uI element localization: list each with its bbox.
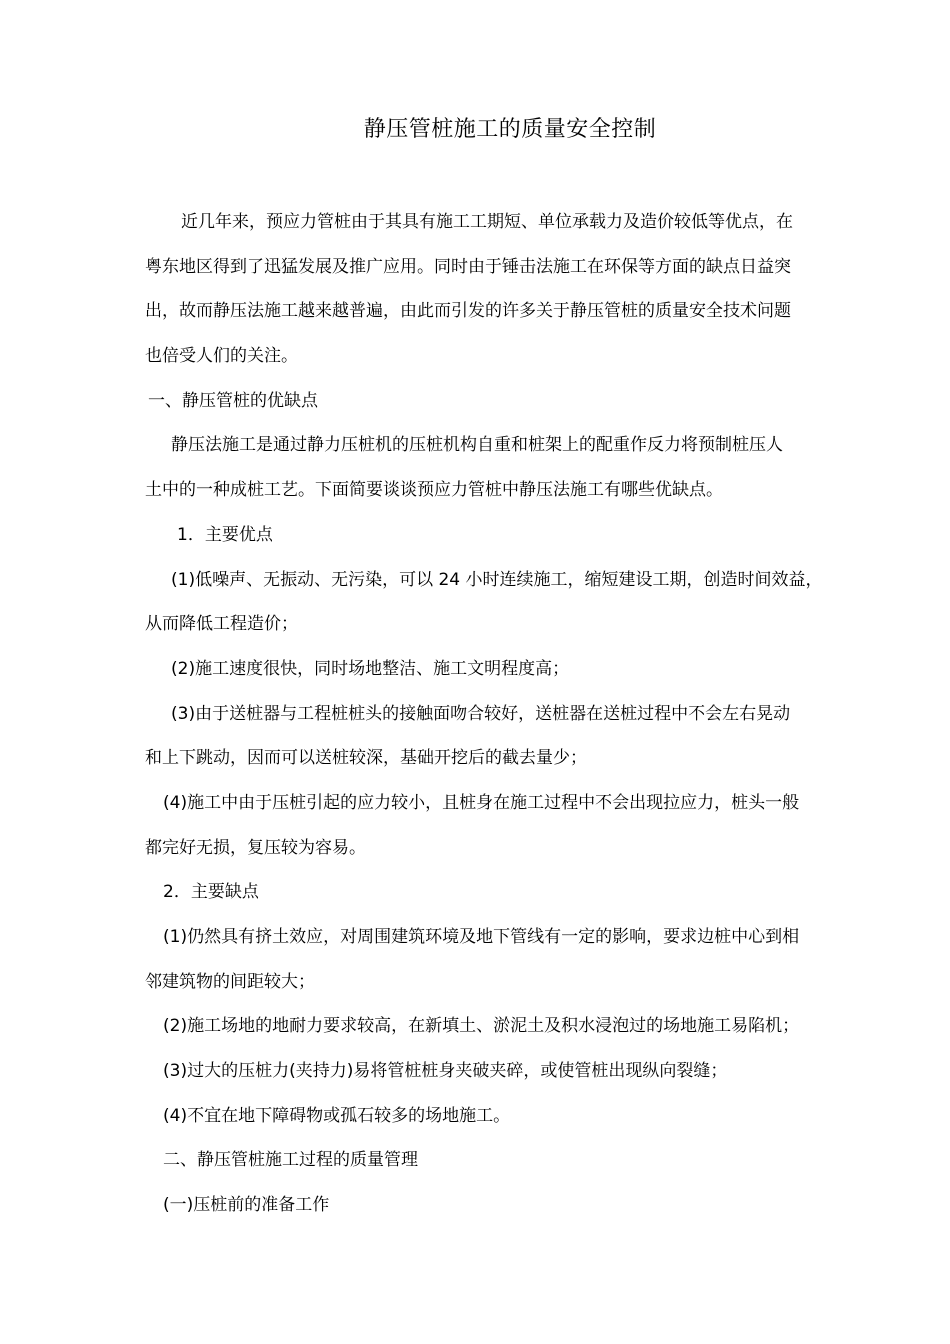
- paragraph-line: 都完好无损，复压较为容易。: [145, 837, 366, 858]
- paragraph-line: 邻建筑物的间距较大；: [145, 971, 315, 992]
- section-heading: 二、静压管桩施工过程的质量管理: [163, 1150, 418, 1171]
- paragraph-line: 和上下跳动，因而可以送桩较深，基础开挖后的截去量少；: [145, 748, 587, 769]
- page-title: 静压管桩施工的质量安全控制: [363, 117, 657, 142]
- list-item: (2)施工场地的地耐力要求较高，在新填土、淤泥土及积水浸泡过的场地施工易陷机；: [163, 1016, 800, 1037]
- list-item: (4)不宜在地下障碍物或孤石较多的场地施工。: [163, 1105, 511, 1126]
- list-item: (1)低噪声、无振动、无污染，可以 24 小时连续施工，缩短建设工期，创造时间效益，: [171, 569, 823, 590]
- list-item: (3)过大的压桩力(夹持力)易将管桩桩身夹破夹碎，或使管桩出现纵向裂缝；: [163, 1061, 728, 1082]
- paragraph-line: 静压法施工是通过静力压桩机的压桩机构自重和桩架上的配重作反力将预制桩压人: [171, 435, 783, 456]
- paragraph-line: 近几年来，预应力管桩由于其具有施工工期短、单位承载力及造价较低等优点，在: [181, 212, 793, 232]
- paragraph-line: 从而降低工程造价；: [145, 614, 298, 635]
- paragraph-line: 出，故而静压法施工越来越普遍，由此而引发的许多关于静压管桩的质量安全技术问题: [145, 301, 791, 322]
- paragraph-line: 粤东地区得到了迅猛发展及推广应用。同时由于锤击法施工在环保等方面的缺点日益突: [145, 256, 791, 277]
- subsection-heading: 2．主要缺点: [163, 882, 259, 903]
- subsection-heading: 1．主要优点: [177, 524, 273, 545]
- list-item: (3)由于送桩器与工程桩桩头的接触面吻合较好，送桩器在送桩过程中不会左右晃动: [171, 703, 791, 724]
- document-body: [145, 200, 885, 1228]
- section-heading: 一、静压管桩的优缺点: [148, 390, 318, 411]
- subsection-heading: (一)压桩前的准备工作: [163, 1195, 330, 1216]
- paragraph-line: 也倍受人们的关注。: [145, 346, 298, 367]
- list-item: (2)施工速度很快，同时场地整洁、施工文明程度高；: [171, 658, 570, 679]
- list-item: (4)施工中由于压桩引起的应力较小，且桩身在施工过程中不会出现拉应力，桩头一般: [163, 792, 800, 813]
- paragraph-line: 土中的一种成桩工艺。下面简要谈谈预应力管桩中静压法施工有哪些优缺点。: [145, 480, 723, 501]
- list-item: (1)仍然具有挤土效应，对周围建筑环境及地下管线有一定的影响，要求边桩中心到相: [163, 927, 800, 947]
